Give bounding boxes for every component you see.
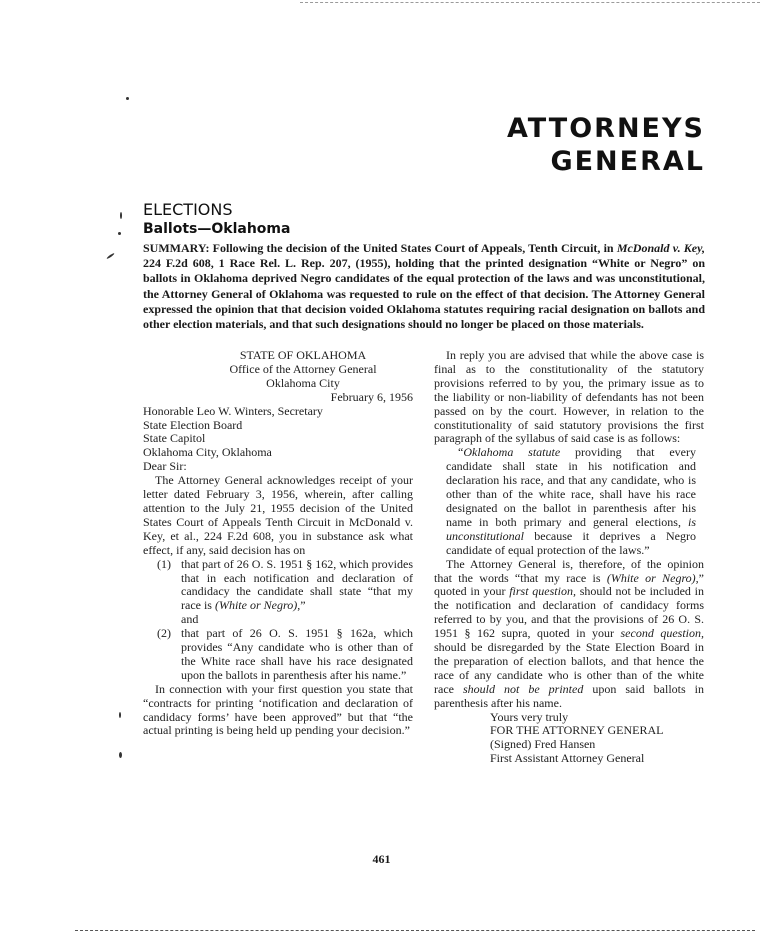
list-item-text: that part of 26 O. S. 1951 § 162a, which provides “Any candidate who is other than of the White race shall have his race designated upon the ballots in parenthesis after his name.” <box>181 626 413 682</box>
subsection-title: Ballots—Oklahoma <box>143 221 291 237</box>
paragraph-italic: second question, <box>620 626 704 641</box>
paragraph-text: The Attorney General is, therefore, of the opinion that the words “that my race is <box>434 556 704 585</box>
summary-text: 224 F.2d 608, 1 Race Rel. L. Rep. 207, (1955), holding that the printed designation “White or Negro” on ballots in Oklahoma deprived Negro candidates of the equal protection of the laws and was unconstitutional, the Attorney General of Oklahoma was requested to rule on the effect of that decision. The Attorney General expressed the opinion that that decision voided Oklahoma statutes requiring racial designation on ballots and other election materials, and that such designations should no longer be placed on those materials. <box>143 256 705 332</box>
bottom-scan-rule <box>75 930 755 931</box>
list-item-italic: (White or Negro) <box>214 598 298 613</box>
signature-line: (Signed) Fred Hansen <box>490 737 596 752</box>
summary-text: Following the decision of the United States Court of Appeals, Tenth Circuit, in <box>209 241 617 255</box>
page-number: 461 <box>372 852 391 866</box>
quote-italic: Oklahoma statute <box>463 445 561 460</box>
paragraph-text: should be disregarded by the State Election Board in the preparation of election ballots, and that hence the race of any candidate who is other than of the white race <box>434 640 704 696</box>
paragraph-italic: should not be printed <box>462 681 584 696</box>
section-title: ELECTIONS <box>143 200 233 219</box>
scan-speck <box>119 712 121 718</box>
paragraph-text: upon said ballots in parenthesis after his name. <box>434 681 704 710</box>
summary-case-name: McDonald v. Key, <box>616 241 705 255</box>
letter-paragraph: In reply you are advised that while the above case is final as to the constitutionality of the statutory provisions referred to by you, the primary issue as to the liability or non-liability of defendants has not been passed on by the court. However, in relation to the constitutionality of said statutory provisions the first paragraph of the syllabus of said case is as follows: <box>434 348 704 446</box>
scan-speck <box>119 752 122 758</box>
quote-italic: is unconstitutional <box>446 514 696 543</box>
letter-paragraph: The Attorney General acknowledges receipt of your letter dated February 3, 1956, wherein, after calling attention to the July 21, 1955 decision of the United States Court of Appeals Tenth Circuit in McDonald v. Key, et al., 224 F.2d 608, you in substance ask what effect, if any, said decision has on <box>143 473 413 557</box>
syllabus-quote <box>434 446 704 557</box>
letter-paragraph <box>434 558 704 711</box>
quote-text: because it deprives a Negro candidate of equal protection of the laws.” <box>446 528 696 557</box>
left-column <box>143 349 413 738</box>
letterhead-city: Oklahoma City <box>266 375 340 390</box>
address-line: State Capitol <box>143 431 206 446</box>
list-item <box>143 558 413 614</box>
summary-label: SUMMARY: <box>143 241 210 255</box>
list-item-number: (1) <box>157 556 171 571</box>
letter-paragraph: In connection with your first question you state that “contracts for printing ‘notification and declaration of candidacy forms’ have been approved” but that “the actual printing is being held up pending your decision.” <box>143 681 413 738</box>
scan-speck <box>120 212 122 219</box>
list-item-text: that part of 26 O. S. 1951 § 162, which provides that in each notification and declaration of candidacy the candidate shall state “that my race is <box>181 556 413 613</box>
closing-line: FOR THE ATTORNEY GENERAL <box>490 723 664 738</box>
scan-speck <box>118 232 121 235</box>
signer-title: First Assistant Attorney General <box>490 751 645 766</box>
letter-date: February 6, 1956 <box>330 389 413 404</box>
paragraph-italic: first question, <box>509 584 576 599</box>
list-item-text: ,” <box>297 598 306 613</box>
heading-line-2: GENERAL <box>550 146 705 177</box>
page-heading <box>507 112 705 178</box>
summary-paragraph <box>143 241 705 332</box>
quote-text: “ <box>458 445 464 460</box>
address-line: Oklahoma City, Oklahoma <box>143 445 272 460</box>
address-line: State Election Board <box>143 417 243 432</box>
heading-line-1: ATTORNEYS <box>506 113 705 144</box>
letterhead-office: Office of the Attorney General <box>229 361 377 376</box>
paragraph-text: ” quoted in your <box>434 570 704 599</box>
paragraph-text: should not be included in the notification and declaration of candidacy forms referred to by you, and that the provisions of 26 O. S. 1951 § 162 supra, quoted in your <box>434 584 704 641</box>
scan-speck <box>126 97 129 100</box>
letterhead-state: STATE OF OKLAHOMA <box>239 348 367 362</box>
scan-speck <box>106 253 115 260</box>
paragraph-italic: (White or Negro), <box>606 570 699 585</box>
top-scan-rule <box>300 2 760 3</box>
list-item-number: (2) <box>157 626 171 641</box>
list-item <box>143 627 413 683</box>
closing-line: Yours very truly <box>490 709 569 724</box>
list-conjunction: and <box>181 612 199 627</box>
salutation: Dear Sir: <box>143 459 187 474</box>
address-line: Honorable Leo W. Winters, Secretary <box>143 403 323 418</box>
quote-text: providing that every candidate shall state in his notification and declaration his race, and that any candidate, who is other than of the white race, shall have his race designated on the ballot in parenthesis after his name in both primary and general elections, <box>446 445 696 529</box>
right-column <box>434 349 704 766</box>
